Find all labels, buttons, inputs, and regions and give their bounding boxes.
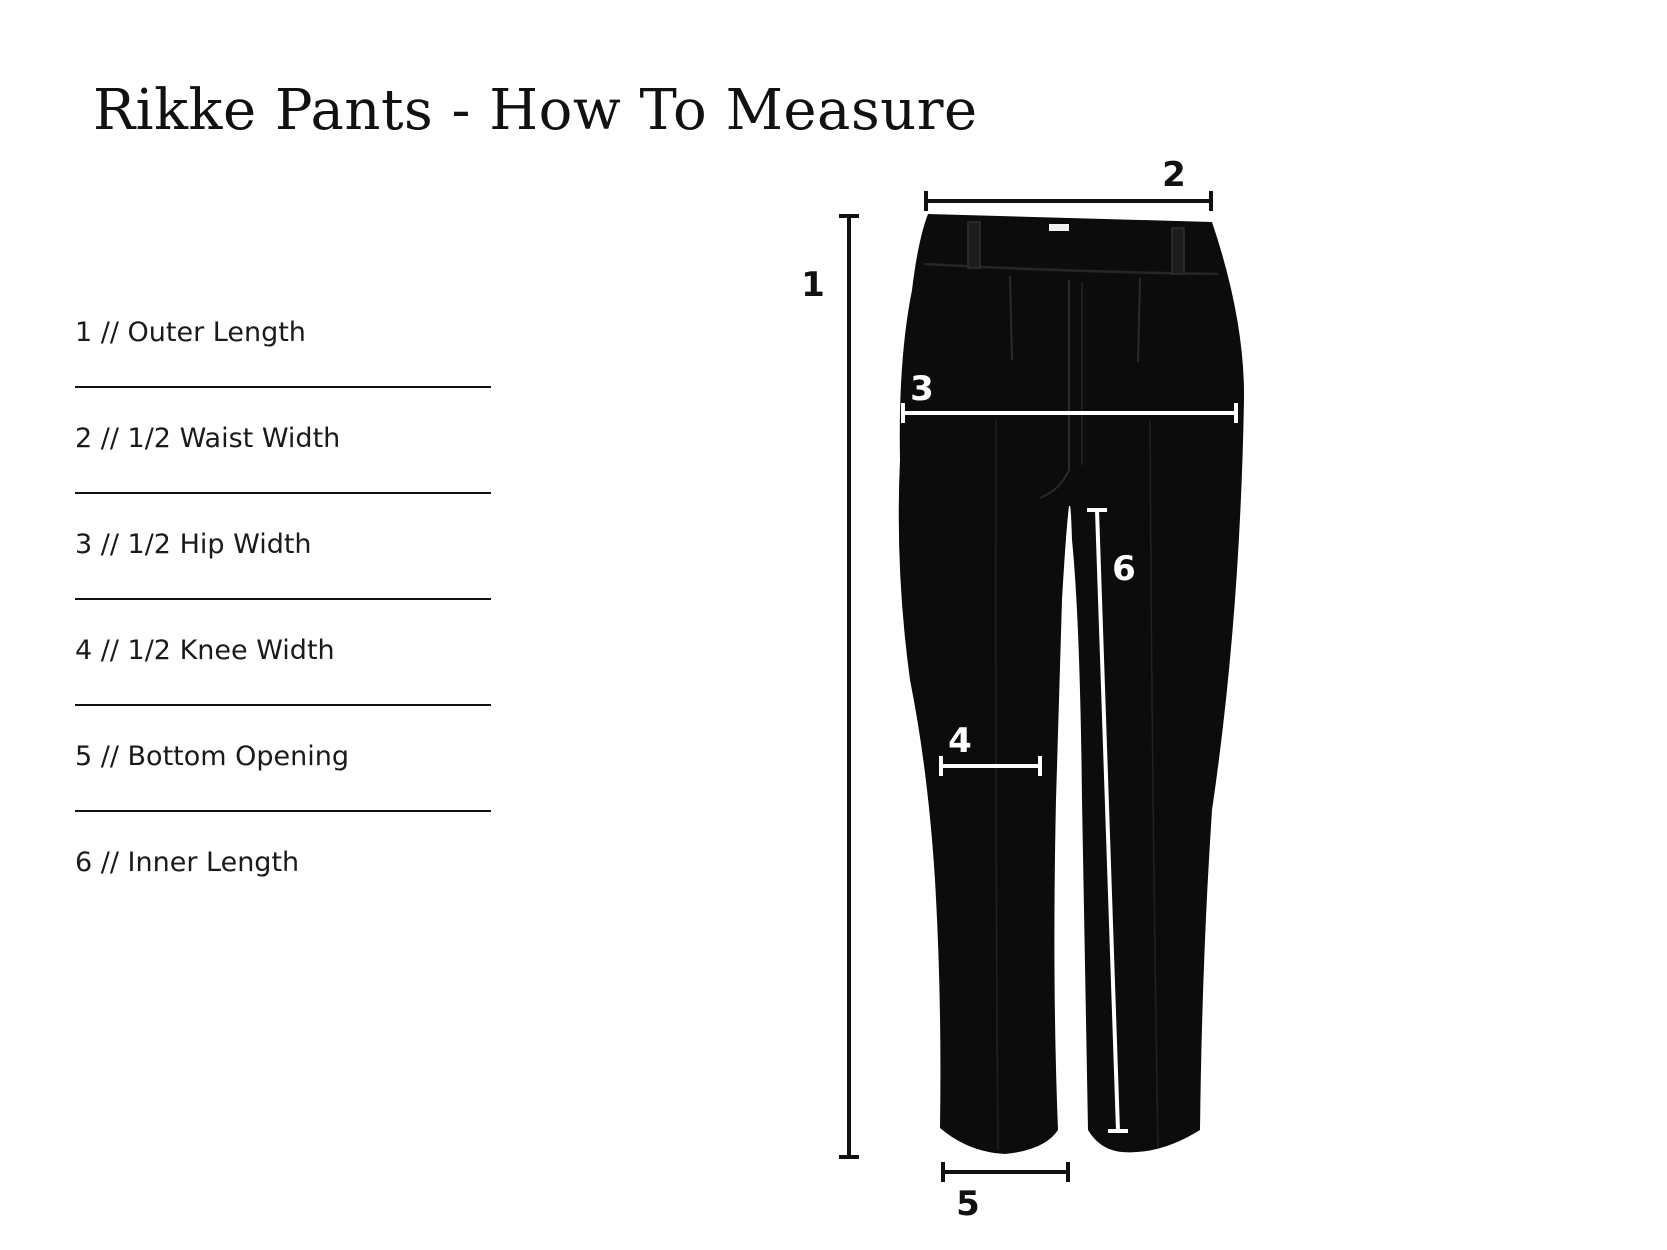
legend-label: 5 // Bottom Opening — [75, 741, 350, 772]
marker-3-label: 3 — [910, 369, 934, 409]
belt-loop-left — [968, 222, 980, 268]
legend-label: 2 // 1/2 Waist Width — [75, 423, 341, 454]
measure-waist-width — [926, 155, 1211, 211]
legend-label: 6 // Inner Length — [75, 847, 300, 878]
marker-5-label: 5 — [956, 1184, 980, 1224]
belt-loop-right — [1172, 228, 1184, 274]
page-title: Rikke Pants - How To Measure — [93, 78, 978, 143]
pants-body — [899, 214, 1244, 1154]
legend-label: 4 // 1/2 Knee Width — [75, 635, 335, 666]
legend-label: 1 // Outer Length — [75, 317, 306, 348]
marker-1-label: 1 — [801, 265, 825, 305]
measure-outer-length — [801, 216, 859, 1157]
measure-bottom-opening — [943, 1162, 1068, 1224]
size-tag — [1049, 224, 1069, 231]
pants-illustration — [899, 214, 1244, 1154]
marker-6-label: 6 — [1112, 549, 1136, 589]
legend-label: 3 // 1/2 Hip Width — [75, 529, 312, 560]
marker-4-label: 4 — [948, 721, 972, 761]
marker-2-label: 2 — [1162, 155, 1186, 195]
